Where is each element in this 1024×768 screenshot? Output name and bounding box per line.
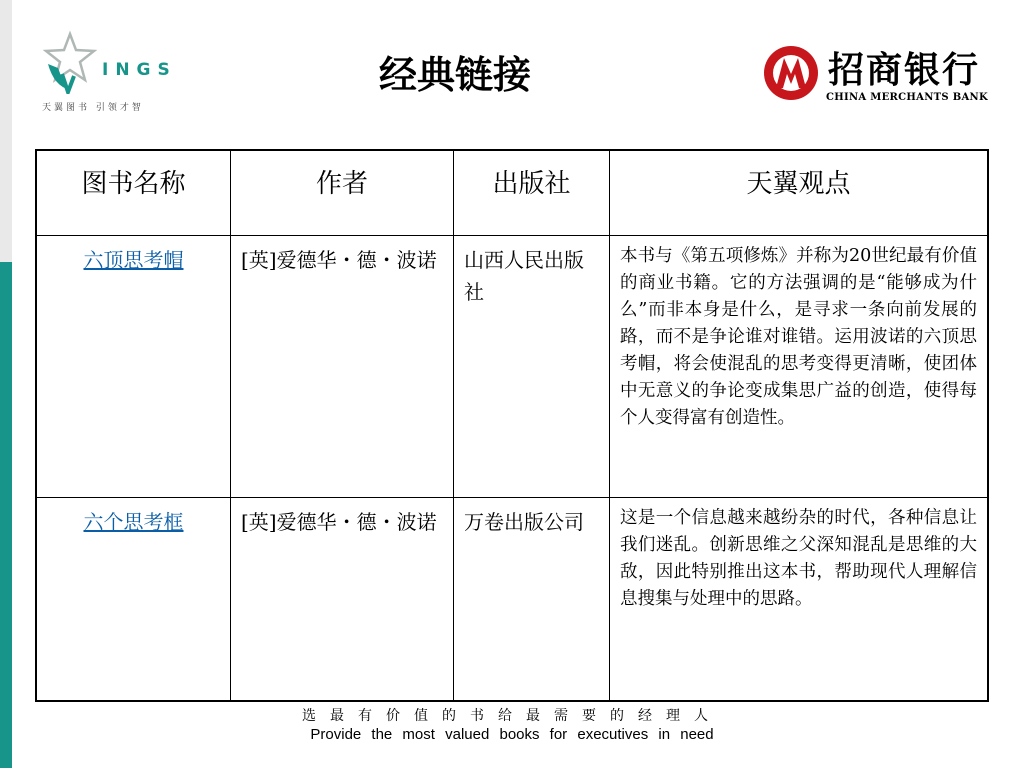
review-cell: 本书与《第五项修炼》并称为20世纪最有价值的商业书籍。它的方法强调的是“能够成为什么”而非本身是什么，是寻求一条向前发展的路，而不是争论谁对谁错。运用波诺的六顶思考帽，将会使混乱的思考变得更清晰，使团体中无意义的争论变成集思广益的创造，使得每个人变得富有创造性。 <box>610 236 989 498</box>
left-teal-strip <box>0 262 12 768</box>
book-title-link[interactable]: 六顶思考帽 <box>83 248 184 272</box>
left-gray-strip <box>0 0 12 262</box>
header-book-name: 图书名称 <box>36 150 231 236</box>
wings-logo-word: INGS <box>102 60 177 80</box>
book-table <box>35 149 989 702</box>
table-header-row <box>36 150 988 236</box>
book-title-link[interactable]: 六个思考框 <box>83 510 184 534</box>
footer-slogan-cn: 选最有价值的书给最需要的经理人 <box>302 708 722 724</box>
header-author: 作者 <box>231 150 454 236</box>
table-row <box>36 236 988 498</box>
china-merchants-bank-logo <box>762 38 988 114</box>
header-publisher: 出版社 <box>454 150 610 236</box>
wings-star-icon <box>40 30 100 94</box>
page-title: 经典链接 <box>378 53 531 97</box>
book-title-cell <box>36 498 231 702</box>
wings-logo-tagline: 天翼图书 引领才智 <box>42 103 144 113</box>
review-cell: 这是一个信息越来越纷杂的时代，各种信息让我们迷乱。创新思维之父深知混乱是思维的大敌，因此特别推出这本书，帮助现代人理解信息搜集与处理中的思路。 <box>610 498 989 702</box>
book-title-cell <box>36 236 231 498</box>
publisher-cell: 万卷出版公司 <box>454 498 610 702</box>
bank-emblem-icon <box>762 40 820 106</box>
author-cell: [英]爱德华・德・波诺 <box>231 498 454 702</box>
wings-logo <box>40 30 177 120</box>
bank-name-cn: 招商银行 <box>828 50 981 91</box>
table-row <box>36 498 988 702</box>
footer-slogan-en: Provide the most valued books for executives in need <box>310 726 714 743</box>
header-review: 天翼观点 <box>610 150 989 236</box>
author-cell: [英]爱德华・德・波诺 <box>231 236 454 498</box>
bank-name-en: CHINA MERCHANTS BANK <box>826 92 988 103</box>
publisher-cell: 山西人民出版社 <box>454 236 610 498</box>
